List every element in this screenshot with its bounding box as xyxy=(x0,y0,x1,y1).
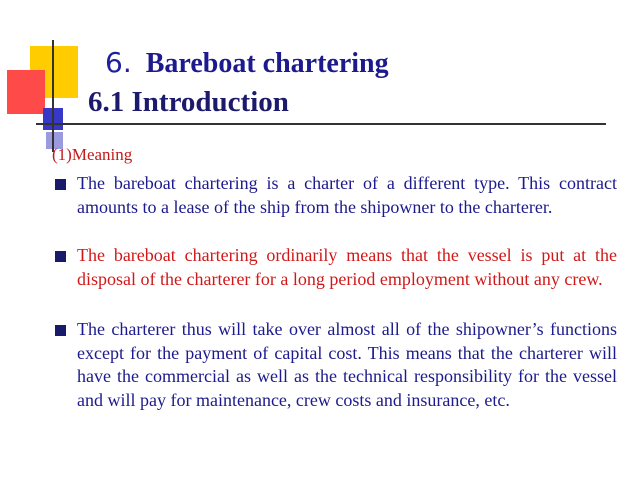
decor-vertical-line xyxy=(52,40,54,152)
title-text: Bareboat chartering xyxy=(145,48,389,79)
bullet-text: The bareboat chartering ordinarily means that the vessel is put at the disposal of the charterer for a long period employment without any crew. xyxy=(77,245,617,289)
slide-title xyxy=(105,46,389,80)
bullet-text: The bareboat chartering is a charter of a different type. This contract amounts to a lease of the ship from the shipowner to the charterer. xyxy=(77,173,617,217)
meaning-label: (1)Meaning xyxy=(52,145,133,164)
square-bullet-icon xyxy=(55,251,66,262)
square-bullet-icon xyxy=(55,325,66,336)
slide-subtitle: 6.1 Introduction xyxy=(88,86,289,118)
bullet-item xyxy=(55,318,617,412)
bullet-item xyxy=(55,172,617,219)
title-number: 6. xyxy=(105,46,132,79)
bullet-text: The charterer thus will take over almost all of the shipowner’s functions except for the payment of capital cost. This means that the charterer will have the commercial as well as the technical responsibility for the vessel and will pay for maintenance, crew costs and insurance, etc. xyxy=(77,319,617,410)
bullet-item xyxy=(55,244,617,291)
title-underline xyxy=(36,123,606,125)
decor-red-square xyxy=(7,70,45,114)
square-bullet-icon xyxy=(55,179,66,190)
